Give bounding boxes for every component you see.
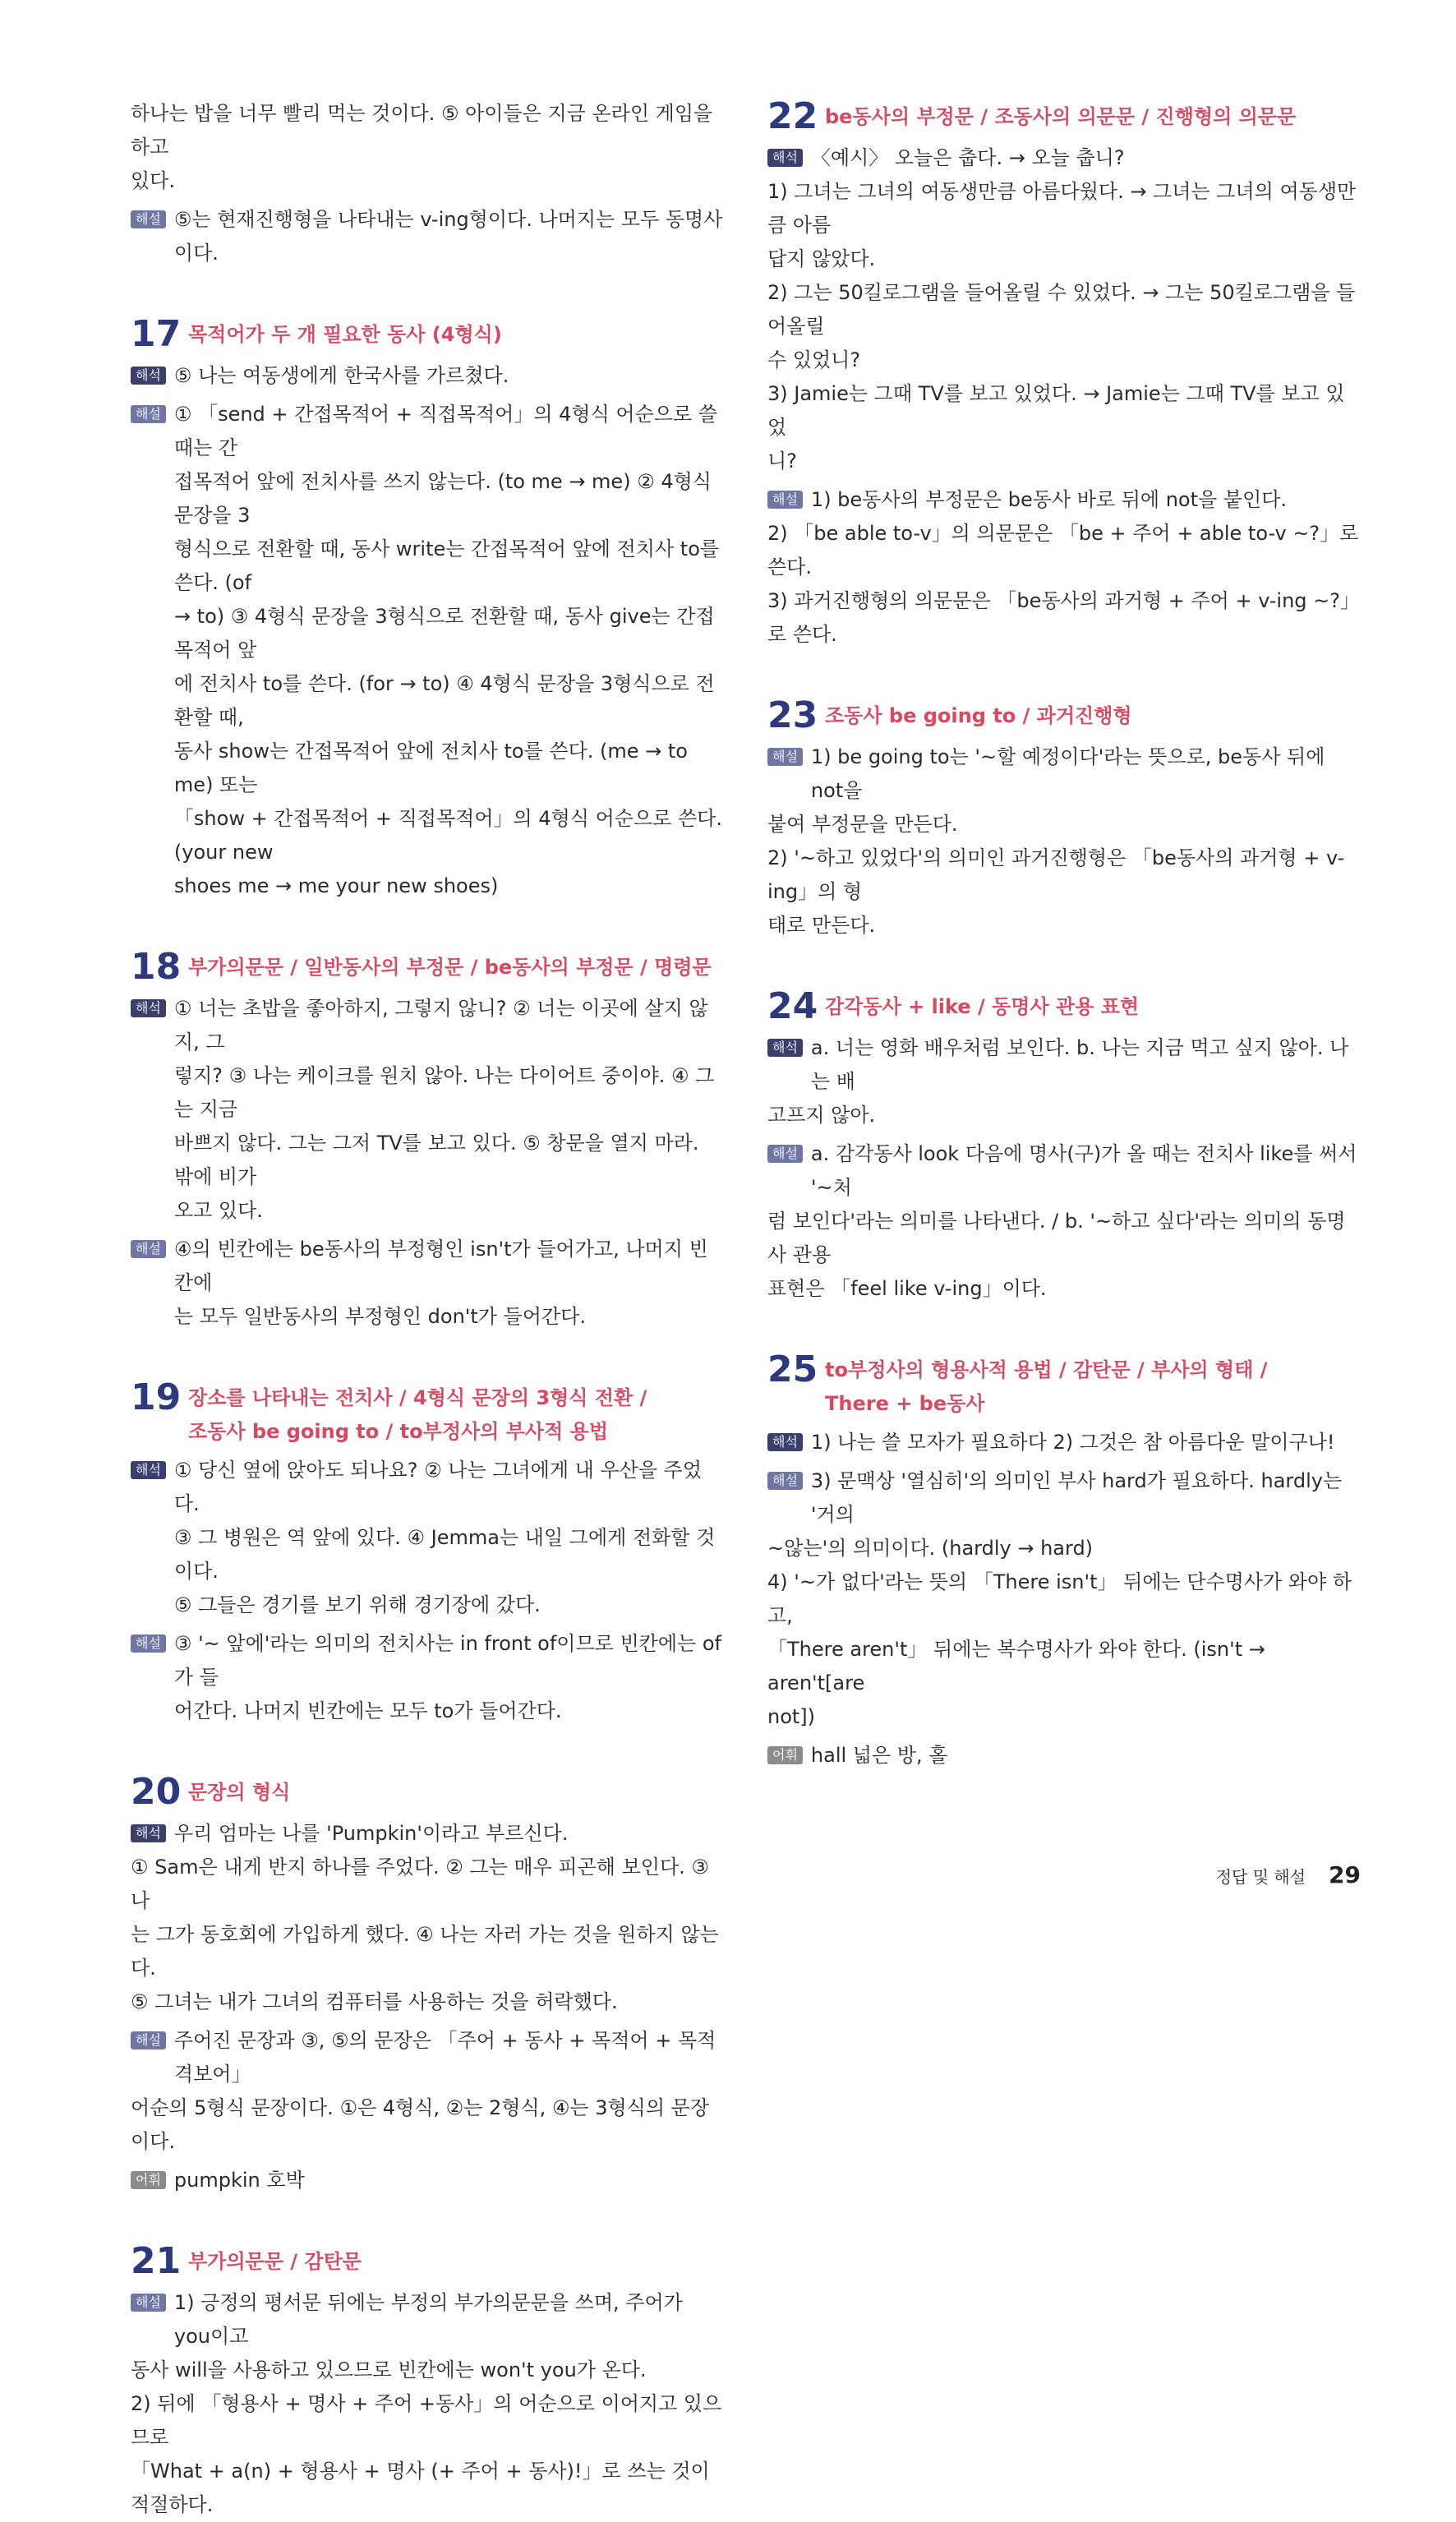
explanation-tag: 해설: [131, 1634, 166, 1653]
body-line: ④의 빈칸에는 be동사의 부정형인 isn't가 들어가고, 나머지 빈칸에: [173, 1238, 708, 1294]
body-line: 어간다. 나머지 빈칸에는 모두 to가 들어간다.: [173, 1699, 562, 1722]
section-header: [131, 1773, 724, 1812]
vocabulary-tag: 어휘: [131, 2171, 166, 2189]
section-title: 목적어가 두 개 필요한 동사 (4형식): [188, 323, 502, 346]
explanation-tag: 해설: [767, 748, 803, 766]
explanation-paragraph: [131, 1233, 724, 1334]
body-line: → to) ③ 4형식 문장을 3형식으로 전환할 때, 동사 give는 간접목적어 앞: [173, 605, 715, 662]
body-line: ③ 그 병원은 역 앞에 있다. ④ Jemma는 내일 그에게 전화할 것이다.: [173, 1526, 716, 1583]
section-17: [131, 315, 724, 903]
translation-tag: 해석: [131, 999, 166, 1017]
translation-paragraph: [131, 1454, 724, 1622]
body-line: 2) 「be able to-v」의 의문문은 「be + 주어 + able to-v ~?」로 쓴다.: [767, 522, 1359, 579]
body-line: 3) Jamie는 그때 TV를 보고 있었다. → Jamie는 그때 TV를 보고 있었: [767, 382, 1345, 439]
translation-tag: 해석: [131, 367, 166, 385]
section-header: [767, 987, 1361, 1026]
section-title: 부가의문문 / 일반동사의 부정문 / be동사의 부정문 / 명령문: [188, 956, 712, 979]
explanation-paragraph: [131, 2286, 724, 2354]
left-column: [131, 97, 724, 2522]
section-number: 21: [131, 2240, 182, 2282]
vocabulary-paragraph: [131, 2164, 724, 2197]
body-line: ① 당신 옆에 앉아도 되나요? ② 나는 그녀에게 내 우산을 주었다.: [173, 1459, 703, 1515]
body-line: 는 모두 일반동사의 부정형인 don't가 들어간다.: [173, 1305, 586, 1328]
body-line: 붙여 부정문을 만든다.: [767, 813, 958, 836]
body-line: 렇지? ③ 나는 케이크를 원치 않아. 나는 다이어트 중이야. ④ 그는 지금: [173, 1064, 715, 1121]
section-22: [767, 97, 1361, 652]
body-line: 3) 문맥상 '열심히'의 의미인 부사 hard가 필요하다. hardly는 '거의: [810, 1469, 1343, 1526]
body-line: 「There aren't」 뒤에는 복수명사가 와야 한다. (isn't → aren't[are: [767, 1638, 1265, 1694]
section-21: [131, 2242, 724, 2522]
body-line: 동사 will을 사용하고 있으므로 빈칸에는 won't you가 온다.: [131, 2358, 647, 2381]
body-line: pumpkin 호박: [173, 2169, 305, 2192]
body-line: ① 너는 초밥을 좋아하지, 그렇지 않니? ② 너는 이곳에 살지 않지, 그: [173, 997, 708, 1054]
explanation-paragraph: [131, 2024, 724, 2091]
section-number: 22: [767, 95, 818, 137]
section-title: be동사의 부정문 / 조동사의 의문문 / 진행형의 의문문: [825, 105, 1297, 128]
section-18: [131, 947, 724, 1334]
body-line: 는 그가 동호회에 가입하게 했다. ④ 나는 자러 가는 것을 원하지 않는다.: [131, 1923, 719, 1980]
body-line: 동사 show는 간접목적어 앞에 전치사 to를 쓴다. (me → to me) 또는: [173, 740, 688, 796]
translation-tag: 해석: [131, 1824, 166, 1842]
body-line: 표현은 「feel like v-ing」이다.: [767, 1277, 1047, 1300]
section-number: 19: [131, 1376, 182, 1418]
section-20: [131, 1773, 724, 2197]
section-title: to부정사의 형용사적 용법 / 감탄문 / 부사의 형태 / There + be동사: [825, 1358, 1268, 1415]
body-line: 오고 있다.: [173, 1199, 263, 1222]
explanation-tag: 해설: [131, 405, 166, 423]
explanation-paragraph: [131, 1627, 724, 1728]
section-number: 25: [767, 1349, 818, 1390]
translation-paragraph: [767, 141, 1361, 175]
body-line: 어순의 5형식 문장이다. ①은 4형식, ②는 2형식, ④는 3형식의 문장이다.: [131, 2096, 710, 2153]
section-header: [767, 1350, 1361, 1421]
section-number: 18: [131, 946, 182, 988]
explanation-tag: 해설: [767, 491, 803, 509]
translation-tag: 해석: [131, 1461, 166, 1479]
body-line: 「What + a(n) + 형용사 + 명사 (+ 주어 + 동사)!」로 쓰는 것이 적절하다.: [131, 2460, 710, 2516]
body-line: ⑤ 그들은 경기를 보기 위해 경기장에 갔다.: [173, 1593, 541, 1616]
translation-paragraph: [131, 1817, 724, 1851]
body-line: 2) 그는 50킬로그램을 들어올릴 수 있었다. → 그는 50킬로그램을 들어올릴: [767, 281, 1356, 338]
section-header: [131, 1378, 724, 1449]
explanation-tag: 해설: [767, 1145, 803, 1163]
section-number: 23: [767, 694, 818, 736]
translation-paragraph: [767, 1031, 1361, 1099]
vocabulary-tag: 어휘: [767, 1746, 803, 1764]
explanation-tag: 해설: [131, 2294, 166, 2312]
section-header: [767, 97, 1361, 136]
section-header: [131, 947, 724, 987]
footer-label: 정답 및 해설: [1215, 1867, 1306, 1887]
body-line: 〈예시〉 오늘은 춥다. → 오늘 춥니?: [810, 146, 1125, 169]
section-title: 부가의문문 / 감탄문: [188, 2250, 362, 2273]
page-footer: [1216, 1861, 1361, 1888]
translation-tag: 해석: [767, 149, 803, 167]
body-line: 1) 그녀는 그녀의 여동생만큼 아름다웠다. → 그녀는 그녀의 여동생만큼 아름: [767, 180, 1357, 237]
explanation-paragraph: [767, 1137, 1361, 1205]
explanation-tag: 해설: [131, 1240, 166, 1258]
body-line: a. 너는 영화 배우처럼 보인다. b. 나는 지금 먹고 싶지 않아. 나는 배: [810, 1036, 1349, 1093]
body-line: hall 넓은 방, 홀: [810, 1744, 948, 1767]
body-line: 수 있었니?: [767, 348, 861, 371]
body-line: ① 「send + 간접목적어 + 직접목적어」의 4형식 어순으로 쓸 때는 간: [173, 403, 717, 459]
body-line: shoes me → me your new shoes): [173, 874, 499, 897]
section-title: 감각동사 + like / 동명사 관용 표현: [825, 995, 1140, 1018]
body-line: ⑤ 나는 여동생에게 한국사를 가르쳤다.: [173, 364, 509, 387]
section-number: 20: [131, 1771, 182, 1813]
body-line: ~않는'의 의미이다. (hardly → hard): [767, 1537, 1094, 1560]
body-line: 답지 않았다.: [767, 247, 876, 270]
body-line: 고프지 않아.: [767, 1104, 876, 1127]
explanation-paragraph: [131, 398, 724, 903]
translation-paragraph: [131, 359, 724, 393]
section-24: [767, 987, 1361, 1306]
body-line: 에 전치사 to를 쓴다. (for → to) ④ 4형식 문장을 3형식으로 전환할 때,: [173, 672, 715, 729]
body-line: 4) '~가 없다'라는 뜻의 「There isn't」 뒤에는 단수명사가 와야 하고,: [767, 1570, 1352, 1627]
right-column: [767, 97, 1361, 1773]
body-line: 1) be동사의 부정문은 be동사 바로 뒤에 not을 붙인다.: [810, 488, 1288, 511]
section-header: [131, 2242, 724, 2281]
body-line: 형식으로 전환할 때, 동사 write는 간접목적어 앞에 전치사 to를 쓴다. (of: [173, 537, 720, 594]
body-line: 접목적어 앞에 전치사를 쓰지 않는다. (to me → me) ② 4형식 문장을 3: [173, 470, 712, 527]
body-line: ⑤는 현재진행형을 나타내는 v-ing형이다. 나머지는 모두 동명사이다.: [173, 208, 723, 265]
body-line: 하나는 밥을 너무 빨리 먹는 것이다. ⑤ 아이들은 지금 온라인 게임을 하고: [131, 102, 713, 159]
body-line: not]): [767, 1705, 816, 1728]
section-23: [767, 696, 1361, 943]
body-line: 럼 보인다'라는 의미를 나타낸다. / b. '~하고 싶다'라는 의미의 동명사 관용: [767, 1210, 1346, 1266]
translation-paragraph: [131, 992, 724, 1228]
body-line: 1) 나는 쓸 모자가 필요하다 2) 그것은 참 아름다운 말이구나!: [810, 1431, 1335, 1454]
translation-tag: 해석: [767, 1039, 803, 1057]
section-title: 조동사 be going to / 과거진행형: [825, 704, 1132, 727]
explanation-paragraph: [767, 483, 1361, 517]
body-line: 2) 뒤에 「형용사 + 명사 + 주어 +동사」의 어순으로 이어지고 있으므로: [131, 2392, 722, 2449]
section-number: 24: [767, 985, 818, 1027]
body-line: ① Sam은 내게 반지 하나를 주었다. ② 그는 매우 피곤해 보인다. ③ 나: [131, 1856, 709, 1912]
explanation-paragraph: [767, 1464, 1361, 1532]
body-line: 주어진 문장과 ③, ⑤의 문장은 「주어 + 동사 + 목적어 + 목적격보어」: [173, 2029, 716, 2086]
body-line: ⑤ 그녀는 내가 그녀의 컴퓨터를 사용하는 것을 허락했다.: [131, 1990, 618, 2013]
explanation-tag: 해설: [131, 2031, 166, 2049]
body-line: 1) 긍정의 평서문 뒤에는 부정의 부가의문문을 쓰며, 주어가 you이고: [173, 2291, 683, 2348]
body-line: 바쁘지 않다. 그는 그저 TV를 보고 있다. ⑤ 창문을 열지 마라. 밖에 비가: [173, 1132, 699, 1188]
section-header: [131, 315, 724, 354]
section-25: [767, 1350, 1361, 1773]
body-line: 1) be going to는 '~할 예정이다'라는 뜻으로, be동사 뒤에 not을: [810, 745, 1325, 802]
section-19: [131, 1378, 724, 1728]
explanation-paragraph: [767, 740, 1361, 808]
translation-tag: 해석: [767, 1433, 803, 1451]
body-line: ③ '~ 앞에'라는 의미의 전치사는 in front of이므로 빈칸에는 of가 들: [173, 1632, 721, 1689]
body-line: 2) '~하고 있었다'의 의미인 과거진행형은 「be동사의 과거형 + v-ing」의 형: [767, 846, 1345, 903]
section-16-continued: [131, 97, 724, 270]
body-line: 우리 엄마는 나를 'Pumpkin'이라고 부르신다.: [173, 1822, 569, 1845]
body-line: 태로 만든다.: [767, 914, 876, 937]
section-title: 문장의 형식: [188, 1781, 291, 1804]
explanation-tag: 해설: [767, 1472, 803, 1490]
explanation-paragraph: [131, 203, 724, 270]
body-line: 3) 과거진행형의 의문문은 「be동사의 과거형 + 주어 + v-ing ~?」로 쓴다.: [767, 589, 1361, 646]
body-line: a. 감각동사 look 다음에 명사(구)가 올 때는 전치사 like를 써서 '~처: [810, 1142, 1357, 1199]
body-line: 니?: [767, 450, 797, 473]
body-line: 「show + 간접목적어 + 직접목적어」의 4형식 어순으로 쓴다. (your new: [173, 807, 722, 864]
explanation-tag: 해설: [131, 210, 166, 228]
body-line: 있다.: [131, 169, 175, 192]
section-title: 장소를 나타내는 전치사 / 4형식 문장의 3형식 전환 / 조동사 be going to / to부정사의 부사적 용법: [188, 1386, 647, 1443]
vocabulary-paragraph: [767, 1739, 1361, 1773]
page-number: 29: [1329, 1861, 1361, 1888]
translation-paragraph: [767, 1426, 1361, 1459]
section-number: 17: [131, 313, 182, 355]
section-header: [767, 696, 1361, 735]
